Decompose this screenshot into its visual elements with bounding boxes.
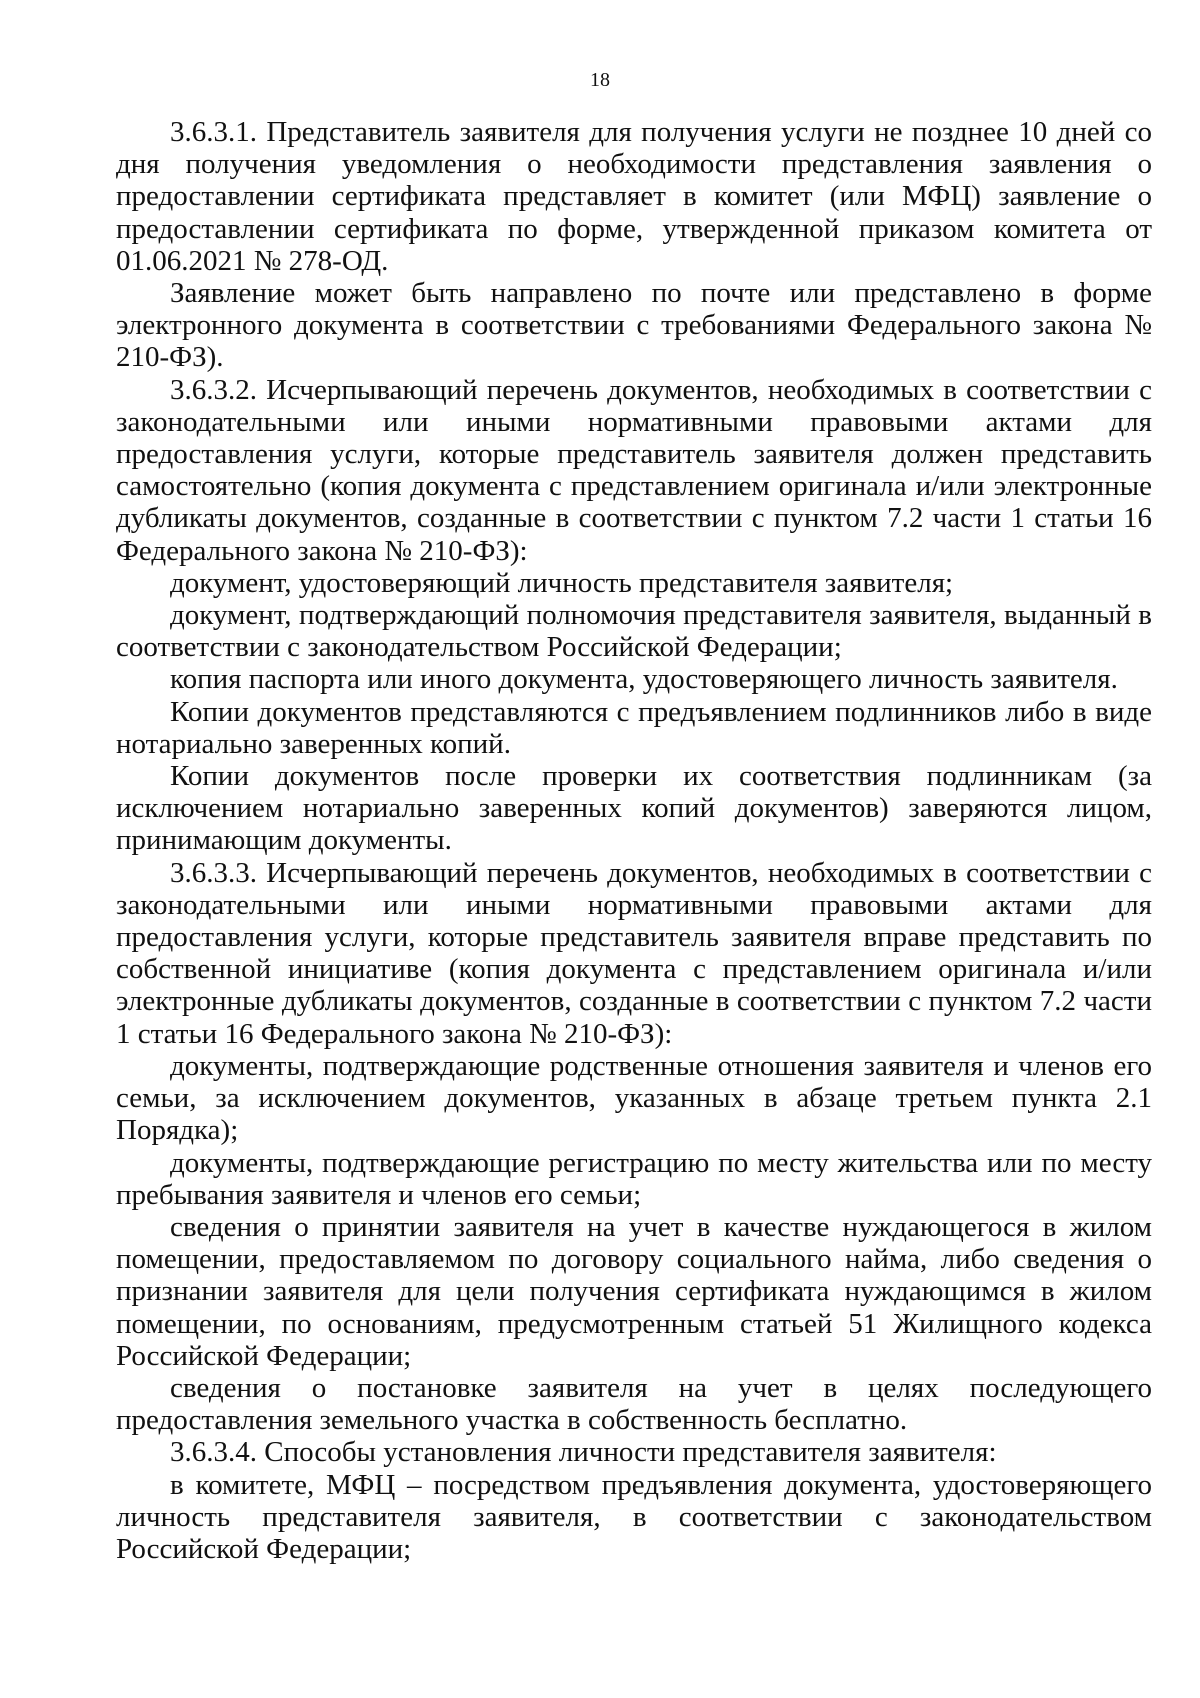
paragraph: 3.6.3.3. Исчерпывающий перечень документов, необходимых в соответствии с законодательными или иными нормативными правовыми актами для предоставления услуги, которые представитель заявителя вправе представить по собственной инициативе (копия документа с представлением оригинала и/или электронные дубликаты документов, созданные в соответствии с пунктом 7.2 части 1 статьи 16 Федерального закона № 210-ФЗ): [116,856,1152,1050]
paragraph: сведения о принятии заявителя на учет в качестве нуждающегося в жилом помещении, предоставляемом по договору социального найма, либо сведения о признании заявителя для цели получения сертификата нуждающимся в жилом помещении, по основаниям, предусмотренным статьей 51 Жилищного кодекса Российской Федерации; [116,1210,1152,1372]
paragraph: в комитете, МФЦ – посредством предъявления документа, удостоверяющего личность представителя заявителя, в соответствии с законодательством Российской Федерации; [116,1468,1152,1565]
paragraph: копия паспорта или иного документа, удостоверяющего личность заявителя. [170,663,1118,696]
paragraph: Копии документов представляются с предъявлением подлинников либо в виде нотариально заверенных копий. [116,695,1152,760]
paragraph: документ, удостоверяющий личность представителя заявителя; [170,566,954,599]
paragraph: 3.6.3.2. Исчерпывающий перечень документов, необходимых в соответствии с законодательными или иными нормативными правовыми актами для предоставления услуги, которые представитель заявителя должен представить самостоятельно (копия документа с представлением оригинала и/или электронные дубликаты документов, созданные в соответствии с пунктом 7.2 части 1 статьи 16 Федерального закона № 210-ФЗ): [116,373,1152,567]
paragraph: Копии документов после проверки их соответствия подлинникам (за исключением нотариально заверенных копий документов) заверяются лицом, принимающим документы. [116,760,1152,857]
paragraph: 3.6.3.4. Способы установления личности представителя заявителя: [170,1436,997,1469]
document-body [116,116,1152,1565]
paragraph: документы, подтверждающие регистрацию по месту жительства или по месту пребывания заявителя и членов его семьи; [116,1146,1152,1211]
paragraph: сведения о постановке заявителя на учет в целях последующего предоставления земельного участка в собственность бесплатно. [116,1371,1152,1437]
paragraph: документы, подтверждающие родственные отношения заявителя и членов его семьи, за исключением документов, указанных в абзаце третьем пункта 2.1 Порядка); [116,1049,1152,1147]
paragraph: Заявление может быть направлено по почте или представлено в форме электронного документа в соответствии с требованиями Федерального закона № 210-ФЗ). [116,277,1152,374]
paragraph: 3.6.3.1. Представитель заявителя для получения услуги не позднее 10 дней со дня получения уведомления о необходимости представления заявления о предоставлении сертификата представляет в комитет (или МФЦ) заявление о предоставлении сертификата по форме, утвержденной приказом комитета от 01.06.2021 № 278-ОД. [116,116,1152,277]
paragraph: документ, подтверждающий полномочия представителя заявителя, выданный в соответствии с законодательством Российской Федерации; [116,599,1152,664]
page-number: 18 [590,69,610,91]
